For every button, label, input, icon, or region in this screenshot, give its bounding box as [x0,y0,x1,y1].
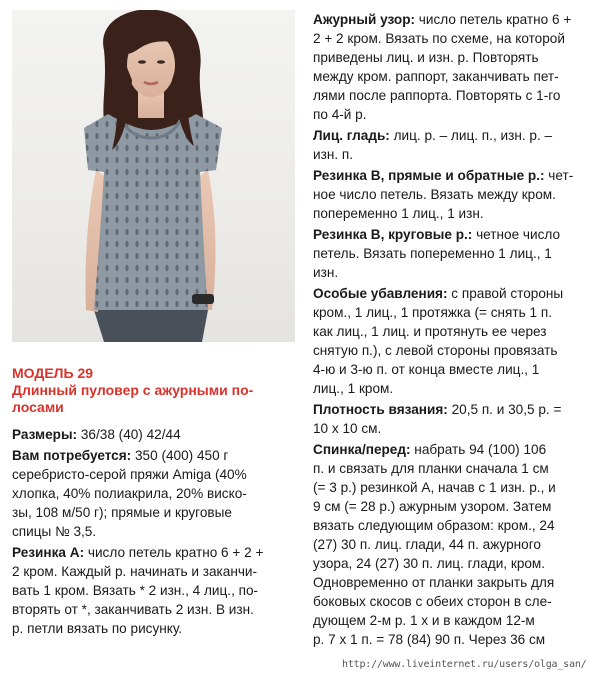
rib-a-line: вторять от *, заканчивать 2 изн. В изн. [12,602,254,617]
model-title: МОДЕЛЬ 29 [12,365,94,381]
sizes-label: Размеры: [12,427,78,442]
sizes-text: 36/38 (40) 42/44 [77,427,181,442]
watermark-url: http://www.liveinternet.ru/users/olga_san/ [342,659,587,670]
materials-line: спицы № 3,5. [12,524,97,539]
stockinette-paragraph [313,126,601,164]
rib-a-line: число петель кратно 6 + 2 + [84,545,264,560]
materials-line: зы, 108 м/50 г); прямые и круговые [12,505,232,520]
model-illustration [12,10,295,342]
rib-b-flat-line: попеременно 1 лиц., 1 изн. [313,206,484,221]
stockinette-label: Лиц. гладь: [313,128,390,143]
decreases-line: снятую п.), с левой стороны провязать [313,343,558,358]
lace-line: число петель кратно 6 + [415,12,572,27]
lace-line: приведены лиц. и изн. р. Повторять [313,50,539,65]
decreases-line: 4-ю и 3-ю п. от конца вместе лиц., 1 [313,362,540,377]
materials-line: серебристо-серой пряжи Amiga (40% [12,467,247,482]
back-front-line: 9 см (= 28 р.) ажурным узором. Затем [313,499,552,514]
lace-line: лями после раппорта. Повторять с 1-го [313,88,561,103]
rib-b-round-line: петель. Вязать попеременно 1 лиц., 1 [313,246,552,261]
rib-b-round-paragraph [313,225,601,282]
decreases-paragraph [313,284,601,398]
rib-b-round-line: изн. [313,265,339,280]
sizes-paragraph [12,425,297,444]
rib-a-label: Резинка А: [12,545,85,560]
decreases-label: Особые убавления: [313,286,448,301]
decreases-line: кром., 1 лиц., 1 протяжка (= снять 1 п. [313,305,552,320]
back-front-line: дующем 2-м р. 1 х и в каждом 12-м [313,613,535,628]
rib-b-flat-label: Резинка В, прямые и обратные р.: [313,168,545,183]
back-front-line: (= 3 р.) резинкой А, начав с 1 изн. р., и [313,480,556,495]
lace-line: 2 + 2 кром. Вязать по схеме, на которой [313,31,565,46]
lace-line: по 4-й р. [313,107,367,122]
gauge-paragraph [313,400,601,438]
back-front-label: Спинка/перед: [313,442,411,457]
rib-b-flat-paragraph [313,166,601,223]
gauge-label: Плотность вязания: [313,402,448,417]
materials-line: хлопка, 40% полиакрила, 20% виско- [12,486,247,501]
back-front-line: узора, 24 (27) 30 п. лиц. глади, кром. [313,556,546,571]
materials-paragraph [12,446,297,541]
right-column [313,10,601,649]
rib-a-paragraph [12,543,297,638]
stockinette-line: изн. п. [313,147,354,162]
left-column [12,365,297,638]
back-front-line: Одновременно от планки закрыть для [313,575,555,590]
decreases-line: как лиц., 1 лиц. и протянуть ее через [313,324,547,339]
gauge-line: 20,5 п. и 30,5 р. = [447,402,562,417]
lace-line: между кром. раппорт, заканчивать пет- [313,69,559,84]
model-subtitle [12,382,297,416]
back-front-line: (27) 30 п. лиц. глади, 44 п. ажурного [313,537,541,552]
rib-a-line: 2 кром. Каждый р. начинать и заканчи- [12,564,258,579]
rib-a-line: р. петли вязать по рисунку. [12,621,183,636]
model-subtitle-line-2: лосами [12,399,64,415]
back-front-line: вязать следующим образом: кром., 24 [313,518,555,533]
back-front-line: р. 7 х 1 п. = 78 (84) 90 п. Через 36 см [313,632,546,647]
back-front-line: п. и связать для планки сначала 1 см [313,461,549,476]
gauge-line: 10 х 10 см. [313,421,382,436]
rib-b-flat-line: ное число петель. Вязать между кром. [313,187,556,202]
rib-b-flat-line: чет- [544,168,574,183]
decreases-line: с правой стороны [447,286,564,301]
materials-label: Вам потребуется: [12,448,132,463]
stockinette-line: лиц. р. – лиц. п., изн. р. – [389,128,553,143]
decreases-line: лиц., 1 кром. [313,381,394,396]
back-front-line: боковых скосов с обеих сторон в сле- [313,594,552,609]
rib-b-round-line: четное число [472,227,561,242]
model-photo [12,10,295,342]
back-front-paragraph [313,440,601,649]
model-subtitle-line-1: Длинный пуловер с ажурными по- [12,382,254,398]
materials-line: 350 (400) 450 г [131,448,229,463]
lace-label: Ажурный узор: [313,12,416,27]
back-front-line: набрать 94 (100) 106 [410,442,547,457]
rib-b-round-label: Резинка В, круговые р.: [313,227,473,242]
lace-paragraph [313,10,601,124]
rib-a-line: вать 1 кром. Вязать * 2 изн., 4 лиц., по- [12,583,259,598]
